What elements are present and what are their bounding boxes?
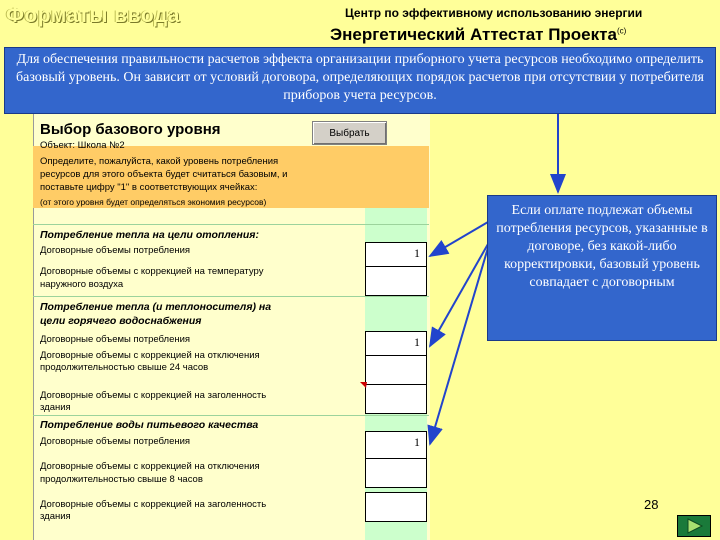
- arrow-to-hot-water-input: [430, 244, 488, 346]
- option-label: здания: [40, 511, 71, 522]
- copyright-mark: (c): [616, 26, 627, 36]
- arrow-to-water-input: [430, 224, 495, 444]
- section-title: цели горячего водоснабжения: [40, 315, 202, 327]
- option-label: Договорные объемы с коррекцией на отключения: [40, 461, 260, 472]
- object-line: Объект: Школа №2: [40, 140, 125, 151]
- heating-contract-input[interactable]: 1: [365, 242, 427, 272]
- option-label: здания: [40, 402, 71, 413]
- cell-comment-marker: [360, 382, 367, 388]
- next-slide-button[interactable]: [677, 515, 711, 537]
- select-button[interactable]: Выбрать: [312, 121, 387, 145]
- option-label: Договорные объемы с коррекцией на отключения: [40, 350, 260, 361]
- arrow-to-heating-input: [430, 222, 488, 256]
- instruction-note: (от этого уровня будет определяться экономия ресурсов): [40, 197, 267, 207]
- option-label: Договорные объемы потребления: [40, 334, 191, 345]
- hot-water-contract-input[interactable]: 1: [365, 331, 427, 361]
- instruction-line: поставьте цифру "1" в соответствующих ячейках:: [40, 182, 258, 193]
- section-title: Потребление тепла (и теплоносителя) на: [40, 301, 272, 313]
- option-label: Договорные объемы потребления: [40, 436, 191, 447]
- section-title: Потребление воды питьевого качества: [40, 419, 259, 431]
- page-number: 28: [644, 497, 659, 512]
- play-triangle-icon: [678, 516, 710, 536]
- project-subtitle-text: Энергетический Аттестат Проекта: [330, 25, 617, 44]
- section-title: Потребление тепла на цели отопления:: [40, 229, 259, 241]
- water-contract-input[interactable]: 1: [365, 431, 427, 461]
- option-label: продолжительностью свыше 24 часов: [40, 362, 209, 373]
- option-label: наружного воздуха: [40, 279, 124, 290]
- option-label: Договорные объемы с коррекцией на заголенность: [40, 499, 267, 510]
- instruction-line: ресурсов для этого объекта будет считаться базовым, и: [40, 169, 288, 180]
- callout-note: Если оплате подлежат объемы потребления ресурсов, указанные в договоре, без какой-либо корректировки, базовый уровень совпадает с договорным: [487, 195, 717, 341]
- slide-title: Форматы ввода: [6, 4, 180, 27]
- form-title: Выбор базового уровня: [40, 121, 221, 138]
- option-label: Договорные объемы с коррекцией на температуру: [40, 266, 264, 277]
- option-label: Договорные объемы с коррекцией на заголенность: [40, 390, 267, 401]
- option-label: Договорные объемы потребления: [40, 245, 191, 256]
- option-label: продолжительностью свыше 8 часов: [40, 474, 203, 485]
- info-banner: Для обеспечения правильности расчетов эффекта организации приборного учета ресурсов необходимо определить базовый уровень. Он зависит от условий договора, определяющих порядок расчетов при отсутствии у потребителя приборов учета ресурсов.: [4, 47, 716, 114]
- center-name: Центр по эффективному использованию энергии: [345, 6, 643, 20]
- instruction-line: Определите, пожалуйста, какой уровень потребления: [40, 156, 279, 167]
